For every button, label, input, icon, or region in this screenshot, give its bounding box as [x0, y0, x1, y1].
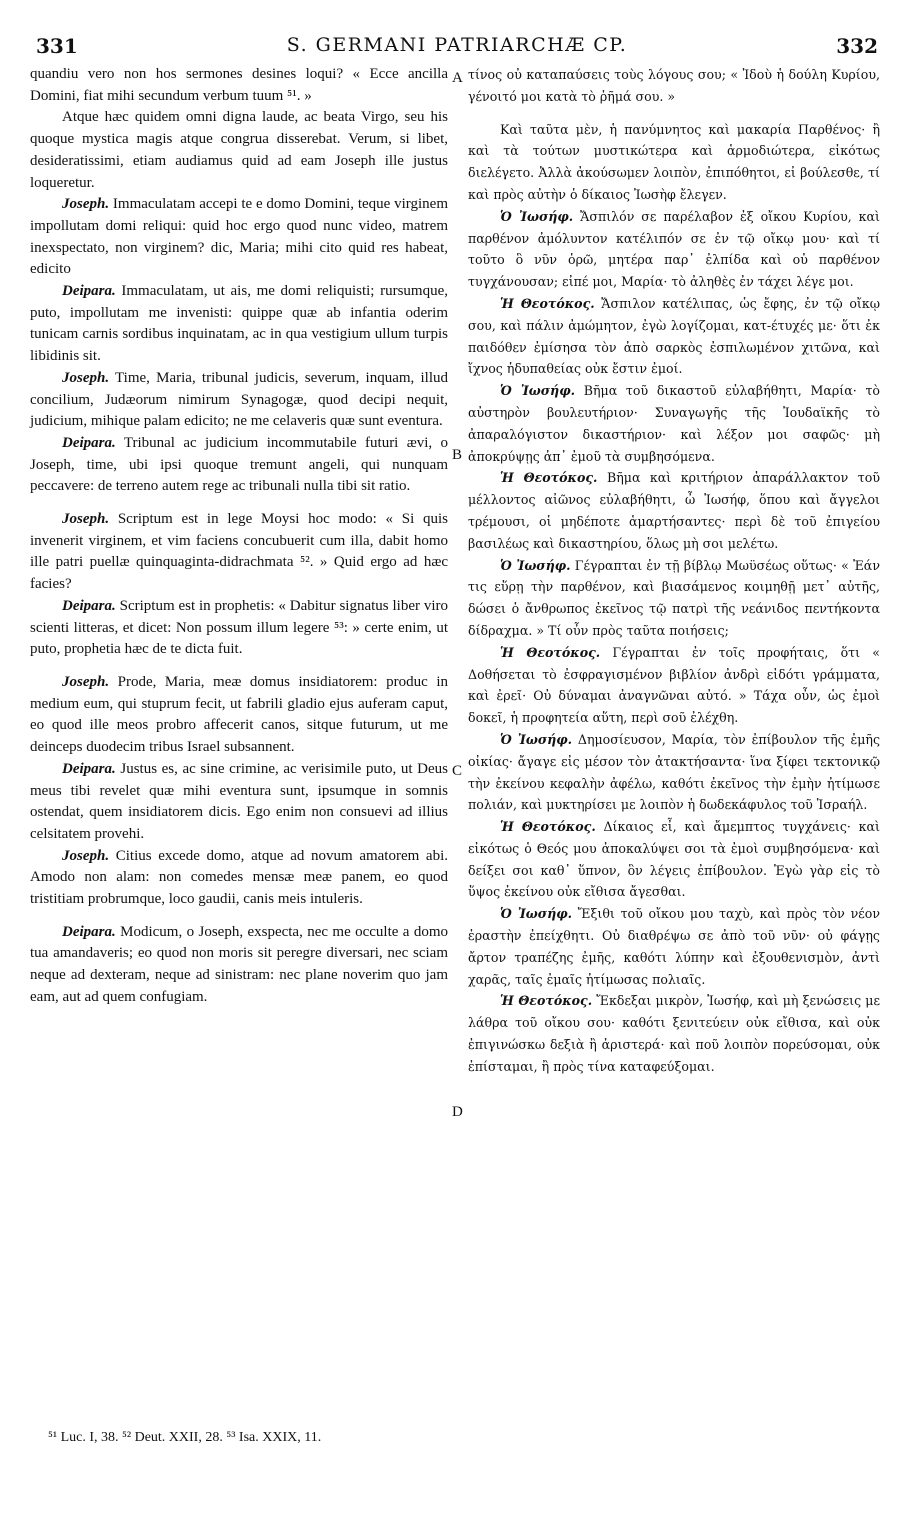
page-header — [36, 34, 878, 64]
paragraph-text: Ἔκδεξαι μικρὸν, Ἰωσήφ, καὶ μὴ ξενώσεις με λάθρα τοῦ οἴκου σου· καθότι ξενιτεύειν οὐκ εἴθισα, καὶ οὐκ ἐπιγινώσκω δεξιὰ ἢ ἀριστερά· καὶ ποῦ λοιπὸν πορεύσομαι, οὐκ ἐπίσταμαι, ἢ πρὸς τίνα καταφεύξομαι. — [468, 993, 880, 1074]
paragraph-text: Ἔξιθι τοῦ οἴκου μου ταχὺ, καὶ πρὸς τὸν νέον ἐραστὴν ἐπείχθητι. Οὐ διαθρέψω σε ἀπὸ τοῦ νῦν· οὐ φάγῃς ἄρτον τραπέζης ἐμῆς, καθότι λύπην καὶ ἐξουθενισμὸν, ἀντὶ χαρᾶς, ταῖς ἐμαῖς ἠτίμωσας πολιαῖς. — [468, 906, 880, 987]
margin-letter-b: B — [452, 447, 463, 463]
paragraph-text: Scriptum est in lege Moysi hoc modo: « Si quis invenerit virginem, et vim faciens concubuerit cum illa, dabit homo ille patri puellæ quinquaginta-didrachmata ⁵². » Quid ergo ad hæc facies? — [30, 511, 448, 593]
speaker-label: Deipara. — [62, 434, 116, 451]
margin-letter-d: D — [452, 1104, 463, 1120]
greek-paragraph — [468, 555, 880, 642]
greek-paragraph — [468, 816, 880, 903]
paragraph-text: Tribunal ac judicium incommutabile futuri ævi, o Joseph, time, ubi ipsi quoque tremunt angeli, qui nunquam peccavere: de terreno autem rege ac tribunali nulla tibi sit ratio. — [30, 434, 448, 495]
speaker-label: Deipara. — [62, 923, 116, 940]
paragraph-text: Prode, Maria, meæ domus insidiatorem: produc in medium eum, qui stuprum fecit, ut fabrili gladio ejus auferam caput, eo quod ille meos probro affecerit canos, sitque futurum, ut me deinceps duodecim tribus Israel subsannent. — [30, 673, 449, 756]
paragraph-text: Γέγραπται ἐν τῇ βίβλῳ Μωϋσέως οὕτως· « Ἐάν τις εὕρῃ τὴν παρθένον, καὶ βιασάμενος κοιμηθῇ μετ᾽ αὐτῆς, δώσει ὁ ἄνθρωπος ἐκεῖνος τῷ πατρὶ τῆς νεάνιδος πεντήκοντα δίδραχμα. » Τί οὖν πρὸς ταῦτα ποιήσεις; — [468, 557, 880, 638]
paragraph-text: Βῆμα καὶ κριτήριον ἀπαράλλακτον τοῦ μέλλοντος αἰῶνος εὐλαβήθητι, ὦ Ἰωσήφ, ὅπου καὶ ἄγγελοι τρέμουσι, οἱ μηδέποτε ἁμαρτήσαντες· περὶ δὲ τοῦ ἐπιγείου βασιλέως καὶ δικαστηρίου, ὅλως μὴ σοι μελέτω. — [468, 470, 880, 551]
speaker-label: Joseph. — [62, 196, 110, 213]
speaker-label: Joseph. — [62, 847, 110, 864]
greek-paragraph — [468, 380, 880, 467]
page-number-left: 331 — [36, 34, 78, 58]
speaker-label: Ἡ Θεοτόκος. — [500, 819, 596, 835]
greek-paragraph — [468, 64, 880, 108]
greek-column — [468, 64, 880, 1078]
paragraph-text: quandiu vero non hos sermones desines loqui? « Ecce ancilla Domini, fiat mihi secundum verbum tuum ⁵¹. » — [30, 66, 448, 104]
speaker-label: Deipara. — [62, 760, 116, 777]
speaker-label: Ἡ Θεοτόκος. — [500, 993, 593, 1009]
paragraph-text: Time, Maria, tribunal judicis, severum, inquam, illud concilium, Judæorum nimirum Synagogæ, quod decipi nequit, judicium, mihique palam edicito; ne me celaveris quæ sunt eventura. — [30, 369, 448, 430]
latin-paragraph — [30, 846, 448, 911]
paragraph-text: Ἄσπιλόν σε παρέλαβον ἐξ οἴκου Κυρίου, καὶ παρθένον ἀμόλυντον κατέλιπόν σε ἐν τῷ οἴκῳ μου· καὶ τί τοῦτο ὃ νῦν ὁρῶ, μητέρα παρ᾽ ἐλπίδα καὶ οὐ παρθένον τυγχάνουσαν; εἰπέ μοι, Μαρία· τὸ ἀληθὲς ἐν τάχει λέγε μοι. — [468, 208, 880, 290]
paragraph-text: Atque hæc quidem omni digna laude, ac beata Virgo, seu his quoque mystica magis atque congrua disserebat. Verum, si libet, desideratissimi, etiam audiamus quid ad eam Joseph ille justus loqueretur. — [30, 109, 448, 191]
margin-letter-c: C — [452, 763, 463, 779]
running-title: S. GERMANI PATRIARCHÆ CP. — [286, 34, 628, 56]
greek-paragraph — [468, 467, 880, 554]
greek-paragraph — [468, 990, 880, 1077]
latin-paragraph — [30, 368, 448, 433]
paragraph-text: Modicum, o Joseph, exspecta, nec me occulte a domo tua amandaveris; eo quod non moris sit peregre diversari, nec sciam neque ad dexteram, neque ad sinistram: nec plane noverim quo jam eam, aut ad quem confugiam. — [30, 923, 449, 1005]
speaker-label: Ἡ Θεοτόκος. — [500, 295, 595, 311]
paragraph-text: Immaculatam, ut ais, me domi reliquisti; rursumque, puto, impollutam me invenisti: quippe quæ ab infantia oderim tunicam carnis sordibus inquinatam, ac in qua vestigium ullum turpis libidinis sit. — [30, 283, 449, 365]
margin-letter-a: A — [452, 70, 463, 86]
latin-paragraph — [30, 281, 448, 368]
paragraph-text: Βῆμα τοῦ δικαστοῦ εὐλαβήθητι, Μαρία· τὸ αὐστηρὸν βουλευτήριον· Συναγωγῆς τῆς Ἰουδαϊκῆς τὸ ἀπαραλόγιστον δικαστήριον· καὶ λέξον μοι σαφῶς· μὴ ἀποκρύψῃς ἀπ᾽ ἐμοῦ τὰ συμβησόμενα. — [468, 383, 880, 464]
speaker-label: Ὁ Ἰωσήφ. — [500, 557, 571, 573]
speaker-label: Ὁ Ἰωσήφ. — [500, 383, 575, 399]
speaker-label: Deipara. — [62, 283, 116, 300]
paragraph-text: Citius excede domo, atque ad novum amatorem abi. Amodo non alam: non comedes mensæ meæ panem, eo quod tristitiam probrumque, loco gaudii, canis meis intuleris. — [30, 847, 449, 908]
speaker-label: Joseph. — [62, 673, 110, 690]
paragraph-text: Scriptum est in prophetis: « Dabitur signatus liber viro scienti litteras, et dicet: Non possum illum legere ⁵³: » certe enim, ut puto, prophetia hæc de te dicta fuit. — [30, 597, 449, 658]
latin-paragraph — [30, 64, 448, 107]
latin-paragraph — [30, 433, 448, 498]
speaker-label: Joseph. — [62, 369, 110, 386]
paragraph-text: Δημοσίευσον, Μαρία, τὸν ἐπίβουλον τῆς ἐμῆς οἰκίας· ἄγαγε εἰς μέσον τὸν ἀτακτήσαντα· ἵνα ξίφει τεκτονικῷ τὴν ἐκείνου κεφαλὴν ἀφέλω, καθότι ἐκεῖνος τὴν ἐμὴν ἠτίμωσε πολιάν, καὶ μυκτηρίσει με λοιπὸν ἡ δωδεκάφυλος τοῦ Ἰσραήλ. — [468, 731, 880, 813]
speaker-label: Ὁ Ἰωσήφ. — [500, 731, 573, 747]
paragraph-text: Justus es, ac sine crimine, ac verisimile puto, ut Deus meus tibi revelet quæ mihi eventura sunt, ipsumque in somnis ostendat, quem insidiatorem dicis. Ego enim non consuevi ad illius celsitatem provehi. — [30, 760, 448, 842]
page-number-right: 332 — [836, 34, 878, 58]
paragraph-text: Ἄσπιλον κατέλιπας, ὡς ἔφης, ἐν τῷ οἴκῳ σου, καὶ πάλιν ἀμώμητον, ἐγὼ λογίζομαι, κατ-έτυχές με· ὅτι ἐκ παιδόθεν ἐμίσησα τὸν ἀπὸ σαρκὸς ἐσπιλωμένον χιτῶνα, καὶ ἴχνος ἡδυπαθείας οὐκ ἔστιν ἐμοί. — [468, 295, 880, 377]
speaker-label: Joseph. — [62, 511, 110, 528]
paragraph-text: Δίκαιος εἶ, καὶ ἄμεμπτος τυγχάνεις· καὶ εἰκότως ὁ Θεός μου ἀποκαλύψει σοι τὰ ἐμοὶ συμβησόμενα· καὶ δείξει σοι καθ᾽ ὕπνον, ὃν λέγεις ἐπίβουλον. Ἐγὼ γὰρ εἰς τὸ ὕψος ἐκείνου οὐκ εἴθισα ἄγεσθαι. — [468, 819, 880, 900]
latin-paragraph — [30, 509, 448, 596]
latin-paragraph — [30, 672, 448, 759]
speaker-label: Ἡ Θεοτόκος. — [500, 644, 601, 660]
greek-paragraph — [468, 729, 880, 816]
latin-paragraph — [30, 922, 448, 1009]
greek-paragraph — [468, 119, 880, 206]
greek-paragraph — [468, 293, 880, 380]
speaker-label: Ὁ Ἰωσήφ. — [500, 906, 573, 922]
latin-paragraph — [30, 759, 448, 846]
latin-column — [30, 64, 448, 1009]
paragraph-text: τίνος οὐ καταπαύσεις τοὺς λόγους σου; « Ἰδοὺ ἡ δούλη Κυρίου, γένοιτό μοι κατὰ τὸ ῥῆμά σου. » — [468, 67, 880, 104]
speaker-label: Ὁ Ἰωσήφ. — [500, 208, 574, 224]
latin-paragraph — [30, 194, 448, 281]
speaker-label: Deipara. — [62, 597, 116, 614]
latin-paragraph — [30, 107, 448, 194]
greek-paragraph — [468, 903, 880, 990]
footnotes: ⁵¹ Luc. I, 38. ⁵² Deut. XXII, 28. ⁵³ Isa. XXIX, 11. — [48, 1430, 322, 1445]
greek-paragraph — [468, 642, 880, 729]
speaker-label: Ἡ Θεοτόκος. — [500, 470, 598, 486]
paragraph-text: Καὶ ταῦτα μὲν, ἡ πανύμνητος καὶ μακαρία Παρθένος· ἢ καὶ τὰ τούτων μυστικώτερα καὶ ἁρμοδιώτερα, εἰκότως διελέγετο. Ἀλλὰ ἀκούσωμεν λοιπὸν, ἐπιπόθητοι, εἰ βούλεσθε, τί καὶ πρὸς αὐτὴν ὁ δίκαιος Ἰωσὴφ ἔλεγεν. — [468, 121, 880, 202]
paragraph-text: Immaculatam accepi te e domo Domini, teque virginem impollutam domi reliqui: quid hoc ergo quod nunc video, matrem inexspectato, non virginem? dic, Maria; mihi cito quid res habeat, edicito — [30, 196, 449, 278]
paragraph-text: Γέγραπται ἐν τοῖς προφήταις, ὅτι « Δοθήσεται τὸ ἐσφραγισμένον βιβλίον ἀνδρὶ εἰδότι γράμματα, καὶ ἐρεῖ· Οὐ δύναμαι ἀναγνῶναι αὐτό. » Τάχα οὖν, ὡς ἐμοὶ δοκεῖ, ἡ προφητεία αὕτη, περὶ σοῦ ἐλέχθη. — [468, 644, 880, 726]
greek-paragraph — [468, 206, 880, 293]
latin-paragraph — [30, 596, 448, 661]
